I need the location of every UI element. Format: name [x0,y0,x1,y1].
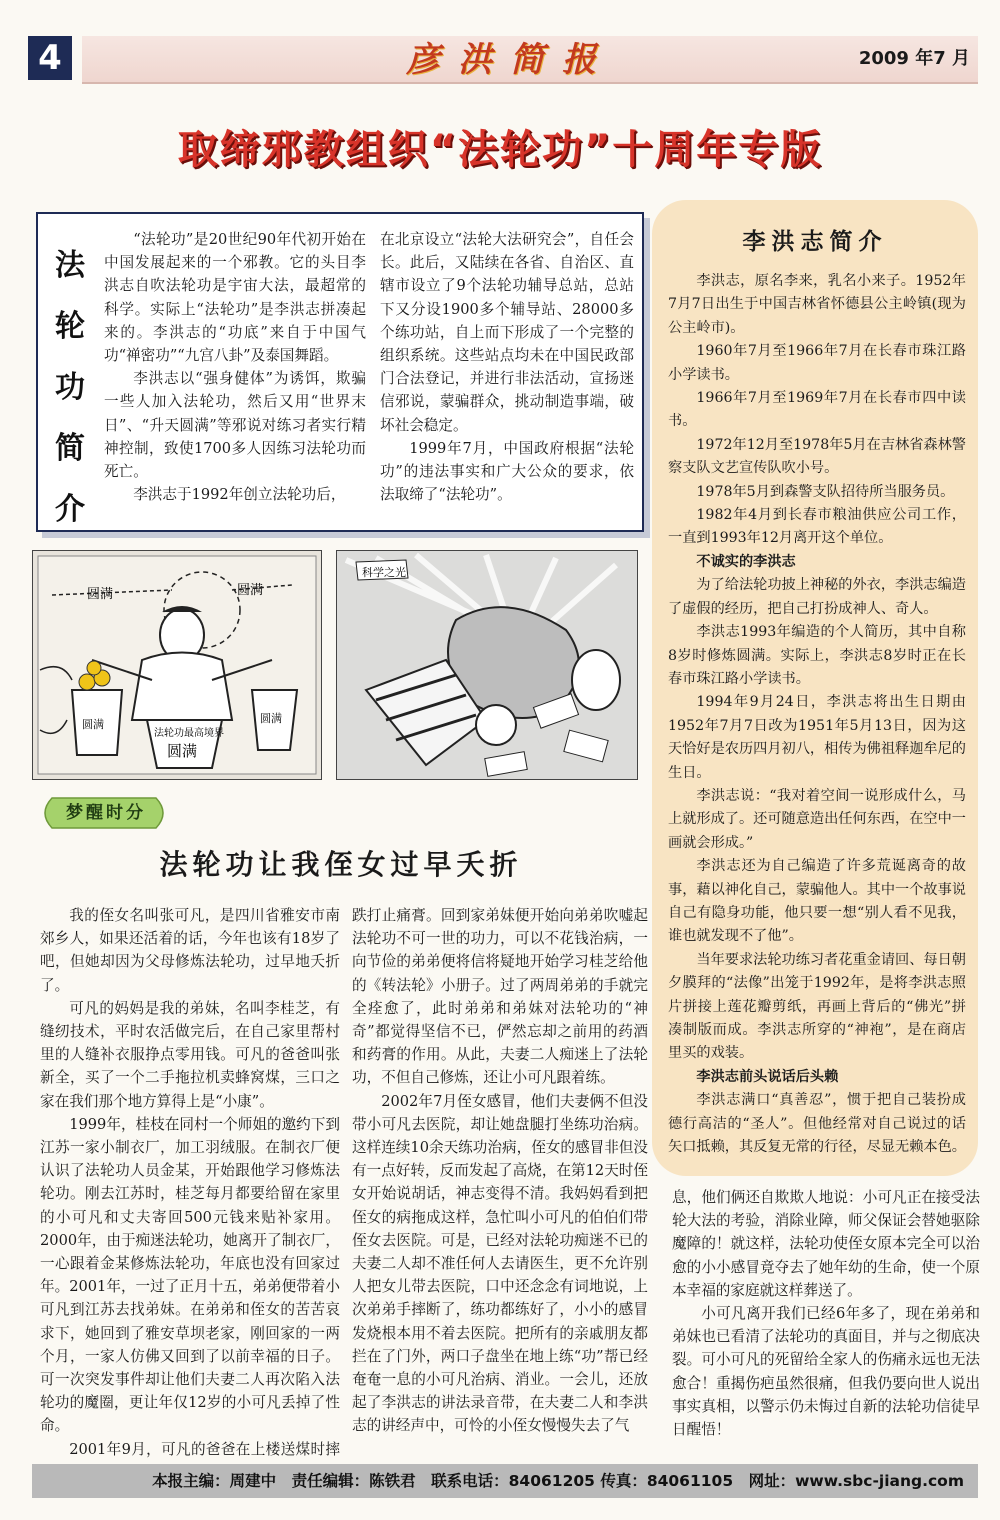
intro-column-2 [380,228,634,518]
bio-paragraph: 李洪志1993年编造的个人简历，其中自称8岁时修炼圆满。实际上，李洪志8岁时正在长春市珠江路小学读书。 [668,624,966,687]
bio-paragraph: 1978年5月到森警支队招待所当服务员。 [696,483,955,500]
bio-paragraph: 为了给法轮功披上神秘的外衣，李洪志编造了虚假的经历，把自己打扮成神人、奇人。 [668,577,966,617]
bio-paragraph: 李洪志，原名李来，乳名小来子。1952年7月7日出生于中国吉林省怀德县公主岭镇(现为公主岭市)。 [668,273,966,336]
story-paragraph: 1999年，桂枝在同村一个师姐的邀约下到江苏一家小制衣厂，加工羽绒服。在制衣厂便认识了法轮功人员金某，开始跟他学习修炼法轮功。刚去江苏时，桂芝每月都要给留在家里的小可凡和丈夫寄回500元钱来贴补家用。2000年，由于痴迷法轮功，她离开了制衣厂，一心跟着金某修炼法轮功，年底也没有回家过年。2001年，一过了正月十五，弟弟便带着小可凡到江苏去找弟妹。在弟弟和侄女的苦苦哀求下，她回到了雅安草坝老家，刚回家的一两个月，一家人仿佛又回到了以前幸福的日子。可一次突发事件却让他们夫妻二人再次陷入法轮功的魔圈，更让年仅12岁的小可凡丢掉了性命。 [40,1115,340,1435]
masthead-title: 彦洪简报 [406,40,614,80]
section-tag-label: 梦醒时分 [66,803,146,823]
bio-subheading: 李洪志前头说话后头赖 [696,1068,839,1085]
falun-intro-vertical-title [50,235,90,527]
story-paragraph: 息，他们俩还自欺欺人地说：小可凡正在接受法轮大法的考验，消除业障，师父保证会替她驱除魔障的！就这样，法轮功使侄女原本完全可以治愈的小小感冒竟夺去了她年幼的生命，使一个原本幸福的家庭就这样葬送了。 [672,1189,980,1299]
story-paragraph: 2002年7月侄女感冒，他们夫妻俩不但没带小可凡去医院，却让她盘腿打坐练功治病。这样连续10余天练功治病，侄女的感冒非但没有一点好转，反而发起了高烧，在第12天时侄女开始说胡话，神志变得不清。我妈妈看到把侄女的病拖成这样，急忙叫小可凡的伯伯们带侄女去医院。可是，已经对法轮功痴迷不已的夫妻二人却不准任何人去请医生，更不允许别人把女儿带去医院，口中还念念有词地说，上次弟弟手摔断了，练功都练好了，小小的感冒发烧根本用不着去医院。把所有的亲戚朋友都拦在了门外，两口子盘坐在地上练“功”帮已经奄奄一息的小可凡治病、消业。一会儿，还放起了李洪志的讲法录音带，在夫妻二人和李洪志的讲经声中，可怜的小侄女慢慢失去了气 [352,1092,648,1435]
story-column-2 [352,904,648,1454]
cartoon-label: 科学之光 [362,566,406,579]
vertical-title-char: 轮 [55,309,85,344]
intro-paragraph: “法轮功”是20世纪90年代初开始在中国发展起来的一个邪教。它的头目李洪志自吹法轮功是宇宙大法，最超常的科学。实际上“法轮功”是李洪志拼凑起来的。李洪志的“功底”来自于中国气功“禅密功”“九宫八卦”及泰国舞蹈。 [104,231,366,365]
intro-column-1 [104,228,366,518]
cartoon-label: 法轮功最高境界 [154,728,224,739]
cartoon-label: 圆满 [87,587,114,602]
cartoon-label: 圆满 [167,742,198,760]
vertical-title-char: 法 [55,248,85,283]
story-headline: 法轮功让我侄女过早夭折 [159,848,523,881]
bio-paragraph: 当年要求法轮功练习者花重金请回、每日朝夕膜拜的“法像”出笼于1992年，是将李洪志照片拼接上莲花瓣剪纸，再画上背后的“佛光”拼凑制版而成。李洪志所穿的“神袍”，是在商店里买的戏装。 [668,951,966,1062]
intro-paragraph: 1999年7月，中国政府根据“法轮功”的违法事实和广大公众的要求，依法取缔了“法轮功”。 [380,439,634,504]
cartoon-label: 圆满 [82,718,104,731]
vertical-title-char: 功 [55,370,85,405]
bio-paragraph: 1994年9月24日，李洪志将出生日期由1952年7月7日改为1951年5月13日，因为这天恰好是农历四月初八，相传为佛祖释迦牟尼的生日。 [668,694,966,781]
story-column-3 [672,1186,980,1454]
bio-title: 李洪志简介 [742,229,888,255]
story-column-1 [40,904,340,1458]
bio-paragraph: 李洪志满口“真善忍”，惯于把自己装扮成德行高洁的“圣人”。但他经常对自己说过的话矢口抵赖，其反复无常的行径，尽显无赖本色。 [668,1092,966,1156]
bio-paragraph: 1966年7月至1969年7月在长春市四中读书。 [668,390,966,430]
bio-paragraph: 李洪志还为自己编造了许多荒诞离奇的故事，藉以神化自己，蒙骗他人。其中一个故事说自己有隐身功能，他只要一想“别人看不见我，谁也就发现不了他”。 [668,858,966,945]
story-paragraph: 可凡的妈妈是我的弟妹，名叫李桂芝，有缝纫技术，平时农活做完后，在自己家里帮村里的人缝补衣服挣点零用钱。可凡的爸爸叫张新全，买了一个二手拖拉机卖蜂窝煤，三口之家在我们那个地方算得上是“小康”。 [40,999,340,1110]
vertical-title-char: 简 [55,431,85,466]
page-number: 4 [28,36,72,80]
vertical-title-char: 介 [55,492,85,527]
footer-contact-info: 本报主编：周建中 责任编辑：陈铁君 联系电话：84061205 传真：84061105 网址：www.sbc-jiang.com [152,1472,964,1490]
bio-body [668,270,966,1170]
intro-paragraph: 在北京设立“法轮大法研究会”，自任会长。此后，又陆续在各省、自治区、直辖市设立了9个法轮功辅导总站，总站下又分设1900多个辅导站、28000多个练功站，自上而下形成了一个完整的组织系统。这些站点均未在中国民政部门合法登记，并进行非法活动，宣扬迷信邪说，蒙骗群众，挑动制造事端，破坏社会稳定。 [380,231,634,434]
cartoon-right [336,550,638,780]
story-paragraph: 2001年9月，可凡的爸爸在上楼送煤时摔 [69,1440,340,1458]
cartoon-label: 圆满 [260,712,282,725]
bio-paragraph: 1960年7月至1966年7月在长春市珠江路小学读书。 [668,343,966,383]
issue-date: 2009 年7 月 [858,48,970,69]
special-edition-banner: 取缔邪教组织“法轮功”十周年专版 [177,127,823,173]
bio-paragraph: 1982年4月到长春市粮油供应公司工作，一直到1993年12月离开这个单位。 [668,507,966,547]
bio-subheading: 不诚实的李洪志 [696,553,796,570]
story-paragraph: 小可凡离开我们已经6年多了，现在弟弟和弟妹也已看清了法轮功的真面目，并与之彻底决裂。可小可凡的死留给全家人的伤痛永远也无法愈合！重揭伤疤虽然很痛，但我仍要向世人说出事实真相，以警示仍未悔过自新的法轮功信徒早日醒悟！ [672,1305,980,1439]
story-paragraph: 跌打止痛膏。回到家弟妹便开始向弟弟吹嘘起法轮功不可一世的功力，可以不花钱治病，一向节俭的弟弟便将信将疑地开始学习桂芝给他的《转法轮》小册子。过了两周弟弟的手就完全痊愈了，此时弟弟和弟妹对法轮功的“神奇”都觉得坚信不已，俨然忘却之前用的药酒和药膏的作用。从此，夫妻二人痴迷上了法轮功，不但自己修炼，还让小可凡跟着练。 [352,907,648,1087]
cartoon-label: 圆满 [237,583,264,598]
story-paragraph: 我的侄女名叫张可凡，是四川省雅安市南郊乡人，如果还活着的话，今年也该有18岁了吧，但她却因为父母修炼法轮功，过早地夭折了。 [40,907,340,994]
bio-paragraph: 李洪志说：“我对着空间一说形成什么，马上就形成了。还可随意造出任何东西，在空中一画就会形成。” [668,787,966,851]
cartoon-left [32,550,322,780]
bio-paragraph: 1972年12月至1978年5月在吉林省森林警察支队文艺宣传队吹小号。 [668,436,966,477]
intro-paragraph: 李洪志于1992年创立法轮功后， [133,486,346,504]
intro-paragraph: 李洪志以“强身健体”为诱饵，欺骗一些人加入法轮功，然后又用“世界末日”、“升天圆满”等邪说对练习者实行精神控制，致使1700多人因练习法轮功而死亡。 [104,370,366,481]
